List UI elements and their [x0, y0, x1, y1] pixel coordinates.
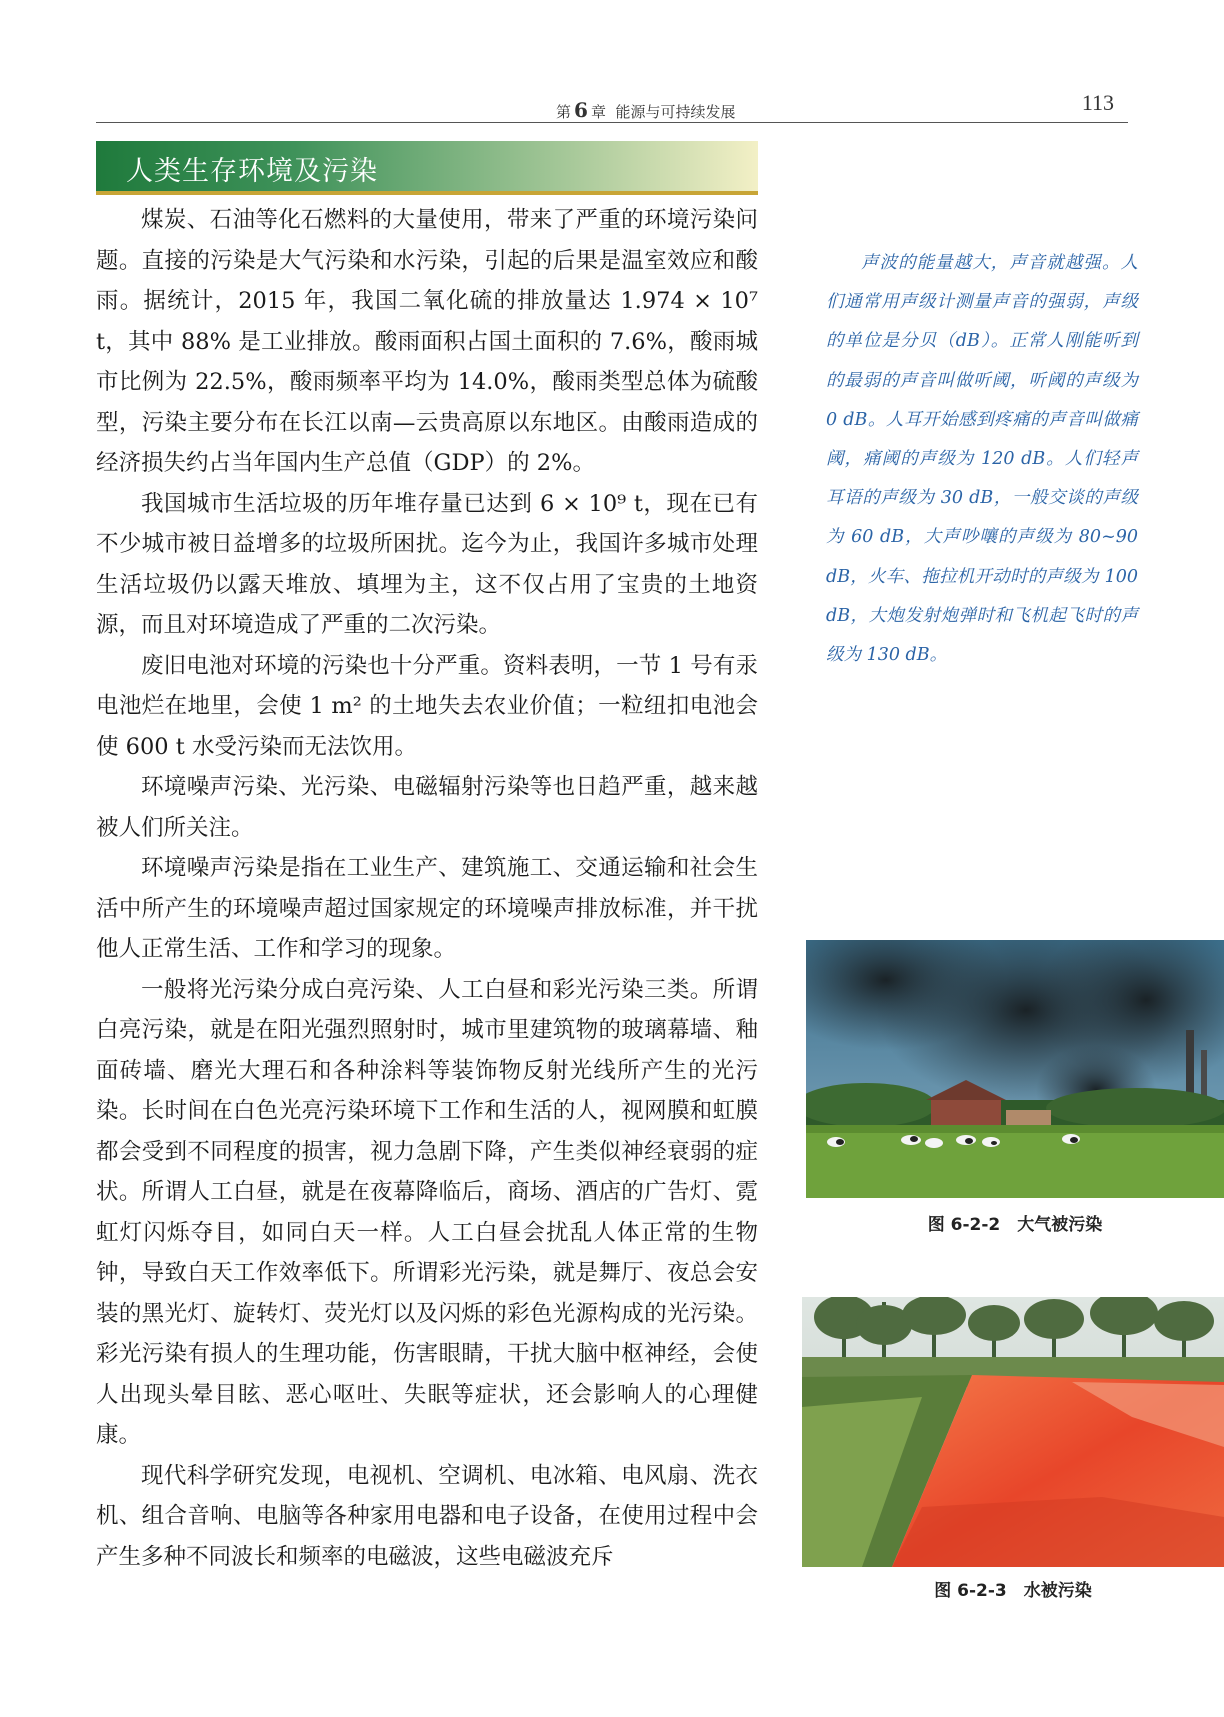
chapter-title: 能源与可持续发展 [615, 103, 736, 121]
water-pollution-photo [802, 1297, 1224, 1567]
paragraph-noise: 环境噪声污染是指在工业生产、建筑施工、交通运输和社会生活中所产生的环境噪声超过国家规定的环境噪声排放标准，并干扰他人正常生活、工作和学习的现象。 [96, 855, 758, 962]
chapter-prefix: 第 [556, 103, 572, 121]
figure-caption-air: 图 6-2-2 大气被污染 [927, 1215, 1103, 1235]
main-text [96, 200, 758, 1577]
chapter-heading [556, 98, 736, 122]
paragraph-garbage: 我国城市生活垃圾的历年堆存量已达到 6 × 10⁹ t，现在已有不少城市被日益增多的垃圾所困扰。迄今为止，我国许多城市处理生活垃圾仍以露天堆放、填埋为主，这不仅占用了宝贵的土地资源，而且对环境造成了严重的二次污染。 [96, 490, 758, 638]
figure-caption-water: 图 6-2-3 水被污染 [934, 1581, 1092, 1601]
air-pollution-photo [806, 940, 1224, 1198]
paragraph-electromagnetic: 现代科学研究发现，电视机、空调机、电冰箱、电风扇、洗衣机、组合音响、电脑等各种家用电器和电子设备，在使用过程中会产生多种不同波长和频率的电磁波，这些电磁波充斥 [96, 1462, 758, 1570]
sidenote-text: 声波的能量越大，声音就越强。人们通常用声级计测量声音的强弱，声级的单位是分贝（dB）。正常人刚能听到的最弱的声音叫做听阈，听阈的声级为 0 dB。人耳开始感到疼痛的声音叫做痛阈，痛阈的声级为 120 dB。人们轻声耳语的声级为 30 dB，一般交谈的声级为 60 dB，大声吵嚷的声级为 80~90 dB，火车、拖拉机开动时的声级为 100 dB，大炮发射炮弹时和飞机起飞时的声级为 130 dB。 [826, 253, 1138, 666]
paragraph-light: 一般将光污染分成白亮污染、人工白昼和彩光污染三类。所谓白亮污染，就是在阳光强烈照射时，城市里建筑物的玻璃幕墙、釉面砖墙、磨光大理石和各种涂料等装饰物反射光线所产生的光污染。长时间在白色光亮污染环境下工作和生活的人，视网膜和虹膜都会受到不同程度的损害，视力急剧下降，产生类似神经衰弱的症状。所谓人工白昼，就是在夜幕降临后，商场、酒店的广告灯、霓虹灯闪烁夺目，如同白天一样。人工白昼会扰乱人体正常的生物钟，导致白天工作效率低下。所谓彩光污染，就是舞厅、夜总会安装的黑光灯、旋转灯、荧光灯以及闪烁的彩色光源构成的光污染。彩光污染有损人的生理功能，伤害眼睛，干扰大脑中枢神经，会使人出现头晕目眩、恶心呕吐、失眠等症状，还会影响人的心理健康。 [96, 976, 758, 1448]
section-title-bar [96, 141, 758, 195]
paragraph-acid-rain: 煤炭、石油等化石燃料的大量使用，带来了严重的环境污染问题。直接的污染是大气污染和水污染，引起的后果是温室效应和酸雨。据统计，2015 年，我国二氧化硫的排放量达 1.974 × 10⁷ t，其中 88% 是工业排放。酸雨面积占国土面积的 7.6%，酸雨城市比例为 22.5%，酸雨频率平均为 14.0%，酸雨类型总体为硫酸型，污染主要分布在长江以南—云贵高原以东地区。由酸雨造成的经济损失约占当年国内生产总值（GDP）的 2%。 [96, 207, 758, 476]
sidenote [826, 244, 1138, 675]
section-title: 人类生存环境及污染 [126, 156, 378, 187]
page-header [96, 86, 1128, 123]
page-number: 113 [1081, 90, 1114, 115]
chapter-number: 6 [574, 98, 588, 122]
paragraph-batteries: 废旧电池对环境的污染也十分严重。资料表明，一节 1 号有汞电池烂在地里，会使 1 m² 的土地失去农业价值；一粒纽扣电池会使 600 t 水受污染而无法饮用。 [96, 652, 758, 760]
paragraph-pollution-types: 环境噪声污染、光污染、电磁辐射污染等也日趋严重，越来越被人们所关注。 [96, 774, 758, 841]
chapter-suffix: 章 [590, 103, 606, 121]
